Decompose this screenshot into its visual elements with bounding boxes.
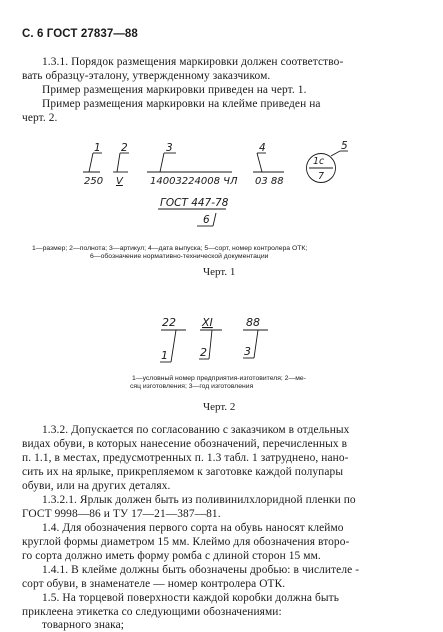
paragraph-line: Пример размещения маркировки на клейме приведен на [42, 98, 321, 110]
stamp-year: 88 [246, 316, 260, 329]
paragraph-line: вать образцу-эталону, утвержденному заказчиком. [22, 70, 271, 82]
stamp-month: XI [202, 316, 213, 329]
body-line: 1.3.2.1. Ярлык должен быть из поливинилхлоридной пленки по [42, 494, 356, 506]
stamp-callout-2: 2 [200, 346, 207, 359]
body-line: п. 1.1, в местах, предусмотренных п. 1.3 табл. 1 затруднено, нано- [22, 452, 349, 464]
callout-2: 2 [121, 142, 128, 154]
grade-numerator: 1с [313, 156, 325, 167]
body-line: сить их на ярлыке, прикрепляемом к заготовке каждой полупары [22, 466, 344, 478]
paragraph-line: черт. 2. [22, 112, 58, 124]
figure-2-title: Черт. 2 [203, 401, 236, 413]
field-fullness: V [116, 176, 123, 187]
callout-1: 1 [94, 142, 101, 154]
callout-3: 3 [166, 142, 173, 154]
body-line: видах обуви, в которых нанесение обозначений, перечисленных в [22, 438, 348, 450]
body-line: круглой формы диаметром 15 мм. Клеймо для обозначения второ- [22, 536, 350, 548]
figure-2-caption-line: сяц изготовления; 3—год изготовления [130, 383, 254, 390]
body-line: 1.4.1. В клейме должны быть обозначены дробью: в числителе - [42, 564, 360, 576]
body-line: 1.3.2. Допускается по согласованию с заказчиком в отдельных [42, 424, 350, 436]
callout-6: 6 [203, 214, 210, 226]
grade-denominator: 7 [318, 171, 325, 182]
paragraph-line: 1.3.1. Порядок размещения маркировки должен соответство- [42, 56, 344, 68]
callout-4: 4 [259, 142, 266, 154]
figure-1-title: Черт. 1 [203, 266, 236, 278]
stamp-callout-3: 3 [244, 345, 251, 358]
figure-1-caption-line: 6—обозначение нормативно-технической документации [90, 253, 269, 260]
field-article: 14003224008 ЧЛ [150, 176, 238, 187]
figure-1-caption-line: 1—размер; 2—полнота; 3—артикул; 4—дата выпуска; 5—сорт, номер контролера ОТК; [32, 245, 308, 252]
body-line: го сорта должно иметь форму ромба с длиной сторон 15 мм. [22, 550, 321, 562]
body-line: обуви, или на других деталях. [22, 480, 171, 492]
body-line: ГОСТ 9998—86 и ТУ 17—21—387—81. [22, 508, 221, 520]
body-line: приклеена этикетка со следующими обозначениями: [22, 606, 282, 618]
figure-2-caption-line: 1—условный номер предприятия-изготовителя; 2—ме- [132, 375, 306, 382]
field-date: 03 88 [255, 176, 284, 187]
standard-reference: ГОСТ 447-78 [160, 197, 229, 209]
page-header: С. 6 ГОСТ 27837—88 [22, 28, 138, 40]
callout-5: 5 [341, 140, 348, 152]
body-line: товарного знака; [42, 619, 125, 631]
field-size: 250 [84, 176, 104, 187]
body-line: сорт обуви, в знаменателе — номер контролера ОТК. [22, 578, 286, 590]
body-line: 1.4. Для обозначения первого сорта на обувь наносят клеймо [42, 522, 344, 534]
body-line: 1.5. На торцевой поверхности каждой коробки должна быть [42, 592, 340, 604]
stamp-plant-number: 22 [162, 316, 176, 329]
paragraph-line: Пример размещения маркировки приведен на черт. 1. [42, 84, 307, 96]
stamp-callout-1: 1 [161, 349, 168, 362]
